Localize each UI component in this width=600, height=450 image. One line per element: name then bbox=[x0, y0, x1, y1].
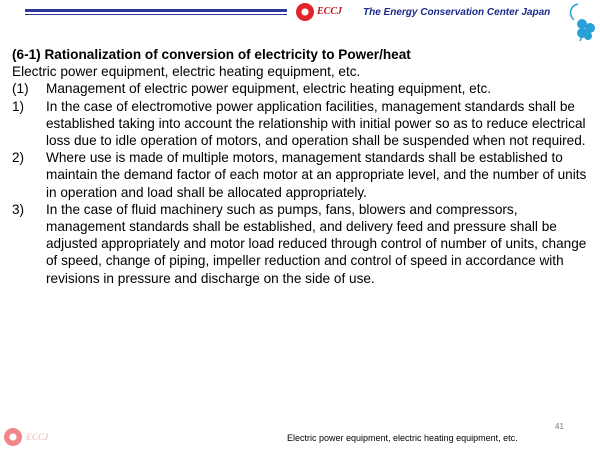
section-number: (1) bbox=[12, 81, 29, 97]
footer-logo-icon bbox=[4, 428, 22, 446]
header-logo-text: ECCJ bbox=[317, 6, 343, 17]
organization-name: The Energy Conservation Center Japan bbox=[363, 7, 551, 18]
slide-subtitle: Electric power equipment, electric heating equipment, etc. bbox=[12, 64, 361, 80]
header-rule-thin bbox=[25, 14, 287, 15]
list-item-text: In the case of electromotive power application facilities, management standards shall be established taking into account the relationship with initial power so as to reduce electrical loss due to idle operation of motors, and operation shall be suspended when not required. bbox=[46, 98, 586, 149]
list-item-number: 1) bbox=[12, 98, 25, 114]
header-rule-thick bbox=[25, 9, 287, 12]
eccj-logo-icon bbox=[296, 3, 314, 21]
slide-body bbox=[12, 46, 590, 287]
list-item-text: In the case of fluid machinery such as pumps, fans, blowers and compressors, management standards shall be established, and delivery feed and pressure shall be adjusted appropriately and motor load reduced through control of number of units, change of speed, change of piping, impeller reduction and control of speed in accordance with revisions in pressure and discharge on the side of use. bbox=[46, 201, 587, 286]
section-text: Management of electric power equipment, electric heating equipment, etc. bbox=[46, 81, 492, 97]
footer-logo-text: ECCJ bbox=[26, 432, 49, 442]
list-item-number: 2) bbox=[12, 150, 25, 166]
page-number: 41 bbox=[555, 422, 564, 431]
section-heading bbox=[12, 80, 590, 97]
list-item bbox=[12, 201, 590, 287]
list-item bbox=[12, 149, 590, 201]
list-item bbox=[12, 98, 590, 150]
footer-caption: Electric power equipment, electric heating equipment, etc. bbox=[287, 433, 518, 443]
slide-title: (6-1) Rationalization of conversion of electricity to Power/heat bbox=[12, 47, 411, 62]
list-item-number: 3) bbox=[12, 201, 25, 217]
clover-icon bbox=[560, 0, 596, 42]
list-item-text: Where use is made of multiple motors, management standards shall be established to maintain the demand factor of each motor at an appropriate level, and the number of units in operation and load shall be allocated appropriately. bbox=[46, 150, 587, 200]
